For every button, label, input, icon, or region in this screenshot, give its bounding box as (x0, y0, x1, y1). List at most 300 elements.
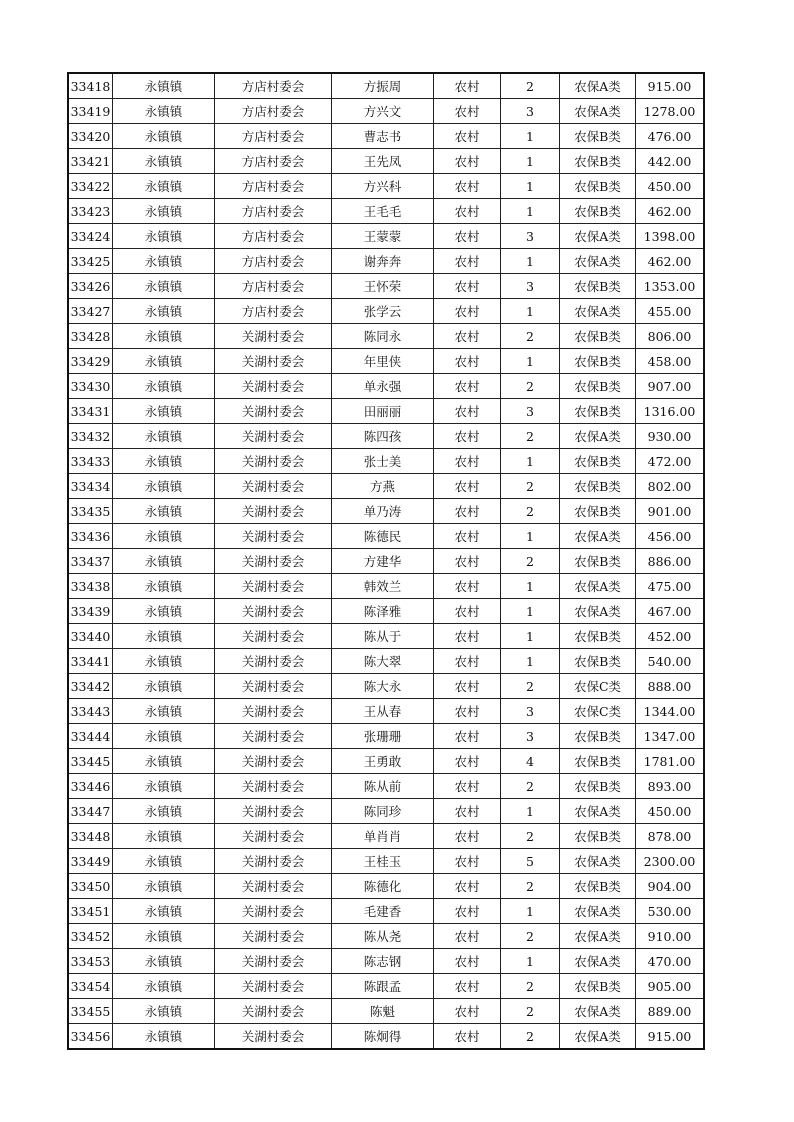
family-size-cell: 2 (501, 474, 560, 499)
id-cell: 33434 (68, 474, 113, 499)
household-type-cell: 农村 (434, 774, 501, 799)
insurance-category-cell: 农保C类 (560, 699, 636, 724)
id-cell: 33418 (68, 73, 113, 99)
town-cell: 永镇镇 (113, 724, 215, 749)
village-committee-cell: 方店村委会 (215, 174, 332, 199)
family-size-cell: 2 (501, 324, 560, 349)
insurance-category-cell: 农保B类 (560, 474, 636, 499)
amount-cell: 893.00 (636, 774, 705, 799)
name-cell: 谢奔奔 (332, 249, 434, 274)
village-committee-cell: 关湖村委会 (215, 699, 332, 724)
family-size-cell: 3 (501, 699, 560, 724)
village-committee-cell: 关湖村委会 (215, 874, 332, 899)
table-row (68, 699, 704, 724)
village-committee-cell: 关湖村委会 (215, 449, 332, 474)
insurance-category-cell: 农保B类 (560, 649, 636, 674)
table-row (68, 849, 704, 874)
town-cell: 永镇镇 (113, 374, 215, 399)
household-type-cell: 农村 (434, 474, 501, 499)
household-type-cell: 农村 (434, 524, 501, 549)
name-cell: 陈从前 (332, 774, 434, 799)
household-type-cell: 农村 (434, 699, 501, 724)
household-type-cell: 农村 (434, 1024, 501, 1050)
amount-cell: 915.00 (636, 73, 705, 99)
id-cell: 33446 (68, 774, 113, 799)
table-row (68, 524, 704, 549)
id-cell: 33427 (68, 299, 113, 324)
village-committee-cell: 方店村委会 (215, 73, 332, 99)
family-size-cell: 2 (501, 774, 560, 799)
town-cell: 永镇镇 (113, 924, 215, 949)
amount-cell: 458.00 (636, 349, 705, 374)
name-cell: 单肖肖 (332, 824, 434, 849)
household-type-cell: 农村 (434, 299, 501, 324)
table-row (68, 224, 704, 249)
table-row (68, 324, 704, 349)
village-committee-cell: 关湖村委会 (215, 349, 332, 374)
amount-cell: 1344.00 (636, 699, 705, 724)
table-row (68, 124, 704, 149)
table-row (68, 549, 704, 574)
household-type-cell: 农村 (434, 924, 501, 949)
village-committee-cell: 方店村委会 (215, 274, 332, 299)
amount-cell: 462.00 (636, 199, 705, 224)
town-cell: 永镇镇 (113, 549, 215, 574)
id-cell: 33443 (68, 699, 113, 724)
town-cell: 永镇镇 (113, 774, 215, 799)
id-cell: 33430 (68, 374, 113, 399)
id-cell: 33451 (68, 899, 113, 924)
village-committee-cell: 方店村委会 (215, 299, 332, 324)
name-cell: 张士美 (332, 449, 434, 474)
amount-cell: 888.00 (636, 674, 705, 699)
name-cell: 陈德民 (332, 524, 434, 549)
village-committee-cell: 关湖村委会 (215, 899, 332, 924)
table-row (68, 374, 704, 399)
table-row (68, 299, 704, 324)
family-size-cell: 2 (501, 549, 560, 574)
household-type-cell: 农村 (434, 249, 501, 274)
family-size-cell: 1 (501, 199, 560, 224)
insurance-category-cell: 农保B类 (560, 199, 636, 224)
table-row (68, 824, 704, 849)
village-committee-cell: 方店村委会 (215, 199, 332, 224)
family-size-cell: 2 (501, 674, 560, 699)
name-cell: 王毛毛 (332, 199, 434, 224)
household-type-cell: 农村 (434, 499, 501, 524)
name-cell: 陈志钢 (332, 949, 434, 974)
household-type-cell: 农村 (434, 799, 501, 824)
name-cell: 王勇敢 (332, 749, 434, 774)
town-cell: 永镇镇 (113, 624, 215, 649)
family-size-cell: 2 (501, 499, 560, 524)
village-committee-cell: 关湖村委会 (215, 549, 332, 574)
name-cell: 方兴文 (332, 99, 434, 124)
family-size-cell: 1 (501, 649, 560, 674)
insurance-category-cell: 农保B类 (560, 149, 636, 174)
town-cell: 永镇镇 (113, 149, 215, 174)
id-cell: 33448 (68, 824, 113, 849)
id-cell: 33436 (68, 524, 113, 549)
name-cell: 单乃涛 (332, 499, 434, 524)
family-size-cell: 2 (501, 874, 560, 899)
table-row (68, 424, 704, 449)
family-size-cell: 1 (501, 149, 560, 174)
id-cell: 33454 (68, 974, 113, 999)
town-cell: 永镇镇 (113, 99, 215, 124)
household-type-cell: 农村 (434, 349, 501, 374)
name-cell: 单永强 (332, 374, 434, 399)
amount-cell: 1398.00 (636, 224, 705, 249)
table-row (68, 874, 704, 899)
family-size-cell: 2 (501, 999, 560, 1024)
amount-cell: 2300.00 (636, 849, 705, 874)
amount-cell: 1781.00 (636, 749, 705, 774)
town-cell: 永镇镇 (113, 199, 215, 224)
table-row (68, 199, 704, 224)
amount-cell: 910.00 (636, 924, 705, 949)
table-row (68, 749, 704, 774)
insurance-category-cell: 农保A类 (560, 424, 636, 449)
amount-cell: 476.00 (636, 124, 705, 149)
insurance-category-cell: 农保B类 (560, 749, 636, 774)
insurance-category-cell: 农保B类 (560, 274, 636, 299)
family-size-cell: 1 (501, 949, 560, 974)
name-cell: 陈从于 (332, 624, 434, 649)
insurance-category-cell: 农保A类 (560, 924, 636, 949)
name-cell: 曹志书 (332, 124, 434, 149)
village-committee-cell: 关湖村委会 (215, 374, 332, 399)
id-cell: 33426 (68, 274, 113, 299)
table-row (68, 974, 704, 999)
insurance-category-cell: 农保B类 (560, 349, 636, 374)
family-size-cell: 2 (501, 1024, 560, 1050)
table-row (68, 724, 704, 749)
family-size-cell: 1 (501, 249, 560, 274)
household-type-cell: 农村 (434, 549, 501, 574)
insurance-category-cell: 农保B类 (560, 549, 636, 574)
village-committee-cell: 关湖村委会 (215, 499, 332, 524)
town-cell: 永镇镇 (113, 424, 215, 449)
insurance-category-cell: 农保A类 (560, 949, 636, 974)
village-committee-cell: 方店村委会 (215, 124, 332, 149)
id-cell: 33445 (68, 749, 113, 774)
table-row (68, 899, 704, 924)
insurance-category-cell: 农保A类 (560, 799, 636, 824)
id-cell: 33424 (68, 224, 113, 249)
table-row (68, 1024, 704, 1050)
family-size-cell: 3 (501, 99, 560, 124)
table-row (68, 274, 704, 299)
town-cell: 永镇镇 (113, 899, 215, 924)
insurance-category-cell: 农保B类 (560, 824, 636, 849)
household-type-cell: 农村 (434, 174, 501, 199)
family-size-cell: 2 (501, 824, 560, 849)
insurance-category-cell: 农保B类 (560, 174, 636, 199)
family-size-cell: 5 (501, 849, 560, 874)
household-type-cell: 农村 (434, 224, 501, 249)
household-type-cell: 农村 (434, 324, 501, 349)
town-cell: 永镇镇 (113, 399, 215, 424)
village-committee-cell: 关湖村委会 (215, 974, 332, 999)
household-type-cell: 农村 (434, 73, 501, 99)
id-cell: 33455 (68, 999, 113, 1024)
id-cell: 33431 (68, 399, 113, 424)
name-cell: 王桂玉 (332, 849, 434, 874)
name-cell: 陈跟孟 (332, 974, 434, 999)
household-type-cell: 农村 (434, 199, 501, 224)
family-size-cell: 4 (501, 749, 560, 774)
family-size-cell: 1 (501, 599, 560, 624)
insurance-category-cell: 农保A类 (560, 1024, 636, 1050)
amount-cell: 452.00 (636, 624, 705, 649)
town-cell: 永镇镇 (113, 674, 215, 699)
village-committee-cell: 关湖村委会 (215, 324, 332, 349)
village-committee-cell: 关湖村委会 (215, 724, 332, 749)
family-size-cell: 3 (501, 274, 560, 299)
village-committee-cell: 关湖村委会 (215, 824, 332, 849)
table-row (68, 949, 704, 974)
household-type-cell: 农村 (434, 374, 501, 399)
household-type-cell: 农村 (434, 624, 501, 649)
name-cell: 韩效兰 (332, 574, 434, 599)
household-type-cell: 农村 (434, 424, 501, 449)
household-type-cell: 农村 (434, 599, 501, 624)
village-committee-cell: 方店村委会 (215, 249, 332, 274)
name-cell: 张学云 (332, 299, 434, 324)
name-cell: 陈四孩 (332, 424, 434, 449)
id-cell: 33450 (68, 874, 113, 899)
name-cell: 毛建香 (332, 899, 434, 924)
family-size-cell: 2 (501, 424, 560, 449)
table-row (68, 674, 704, 699)
village-committee-cell: 关湖村委会 (215, 799, 332, 824)
amount-cell: 802.00 (636, 474, 705, 499)
id-cell: 33435 (68, 499, 113, 524)
household-type-cell: 农村 (434, 974, 501, 999)
family-size-cell: 3 (501, 399, 560, 424)
family-size-cell: 1 (501, 174, 560, 199)
household-type-cell: 农村 (434, 649, 501, 674)
insurance-category-cell: 农保B类 (560, 449, 636, 474)
amount-cell: 915.00 (636, 1024, 705, 1050)
family-size-cell: 2 (501, 73, 560, 99)
family-size-cell: 1 (501, 299, 560, 324)
table-row (68, 474, 704, 499)
village-committee-cell: 关湖村委会 (215, 399, 332, 424)
town-cell: 永镇镇 (113, 999, 215, 1024)
amount-cell: 1278.00 (636, 99, 705, 124)
insurance-category-cell: 农保B类 (560, 324, 636, 349)
id-cell: 33433 (68, 449, 113, 474)
id-cell: 33425 (68, 249, 113, 274)
table-row (68, 149, 704, 174)
family-size-cell: 1 (501, 449, 560, 474)
name-cell: 田丽丽 (332, 399, 434, 424)
insurance-category-cell: 农保A类 (560, 249, 636, 274)
name-cell: 陈泽雅 (332, 599, 434, 624)
name-cell: 陈同永 (332, 324, 434, 349)
table-row (68, 174, 704, 199)
household-type-cell: 农村 (434, 99, 501, 124)
id-cell: 33453 (68, 949, 113, 974)
id-cell: 33438 (68, 574, 113, 599)
table-row (68, 73, 704, 99)
insurance-category-cell: 农保B类 (560, 974, 636, 999)
town-cell: 永镇镇 (113, 799, 215, 824)
town-cell: 永镇镇 (113, 124, 215, 149)
name-cell: 陈炯得 (332, 1024, 434, 1050)
id-cell: 33423 (68, 199, 113, 224)
household-type-cell: 农村 (434, 949, 501, 974)
village-committee-cell: 关湖村委会 (215, 999, 332, 1024)
village-committee-cell: 关湖村委会 (215, 424, 332, 449)
household-type-cell: 农村 (434, 849, 501, 874)
village-committee-cell: 关湖村委会 (215, 649, 332, 674)
family-size-cell: 1 (501, 124, 560, 149)
amount-cell: 889.00 (636, 999, 705, 1024)
name-cell: 年里侠 (332, 349, 434, 374)
insurance-category-cell: 农保A类 (560, 849, 636, 874)
table-row (68, 349, 704, 374)
household-type-cell: 农村 (434, 899, 501, 924)
insurance-category-cell: 农保B类 (560, 624, 636, 649)
id-cell: 33440 (68, 624, 113, 649)
insurance-category-cell: 农保C类 (560, 674, 636, 699)
amount-cell: 1347.00 (636, 724, 705, 749)
amount-cell: 806.00 (636, 324, 705, 349)
village-committee-cell: 方店村委会 (215, 224, 332, 249)
amount-cell: 530.00 (636, 899, 705, 924)
name-cell: 陈同珍 (332, 799, 434, 824)
amount-cell: 1316.00 (636, 399, 705, 424)
town-cell: 永镇镇 (113, 499, 215, 524)
insurance-category-cell: 农保A类 (560, 899, 636, 924)
village-committee-cell: 关湖村委会 (215, 949, 332, 974)
village-committee-cell: 关湖村委会 (215, 849, 332, 874)
amount-cell: 455.00 (636, 299, 705, 324)
table-row (68, 774, 704, 799)
town-cell: 永镇镇 (113, 474, 215, 499)
table-row (68, 449, 704, 474)
village-committee-cell: 关湖村委会 (215, 924, 332, 949)
village-committee-cell: 方店村委会 (215, 99, 332, 124)
household-type-cell: 农村 (434, 824, 501, 849)
town-cell: 永镇镇 (113, 849, 215, 874)
family-size-cell: 1 (501, 574, 560, 599)
table-row (68, 999, 704, 1024)
household-type-cell: 农村 (434, 574, 501, 599)
id-cell: 33437 (68, 549, 113, 574)
name-cell: 陈大翠 (332, 649, 434, 674)
name-cell: 王先凤 (332, 149, 434, 174)
records-table-body (68, 73, 704, 1049)
insurance-category-cell: 农保A类 (560, 299, 636, 324)
town-cell: 永镇镇 (113, 324, 215, 349)
name-cell: 陈德化 (332, 874, 434, 899)
village-committee-cell: 关湖村委会 (215, 574, 332, 599)
amount-cell: 540.00 (636, 649, 705, 674)
household-type-cell: 农村 (434, 449, 501, 474)
town-cell: 永镇镇 (113, 599, 215, 624)
amount-cell: 878.00 (636, 824, 705, 849)
table-row (68, 624, 704, 649)
town-cell: 永镇镇 (113, 73, 215, 99)
name-cell: 方兴科 (332, 174, 434, 199)
insurance-category-cell: 农保B类 (560, 124, 636, 149)
insurance-category-cell: 农保B类 (560, 724, 636, 749)
family-size-cell: 1 (501, 799, 560, 824)
amount-cell: 907.00 (636, 374, 705, 399)
table-row (68, 574, 704, 599)
family-size-cell: 1 (501, 349, 560, 374)
insurance-category-cell: 农保A类 (560, 599, 636, 624)
household-type-cell: 农村 (434, 149, 501, 174)
table-row (68, 924, 704, 949)
family-size-cell: 1 (501, 524, 560, 549)
records-table (67, 72, 705, 1050)
id-cell: 33439 (68, 599, 113, 624)
town-cell: 永镇镇 (113, 524, 215, 549)
insurance-category-cell: 农保B类 (560, 374, 636, 399)
amount-cell: 886.00 (636, 549, 705, 574)
amount-cell: 472.00 (636, 449, 705, 474)
name-cell: 王怀荣 (332, 274, 434, 299)
id-cell: 33420 (68, 124, 113, 149)
household-type-cell: 农村 (434, 749, 501, 774)
town-cell: 永镇镇 (113, 649, 215, 674)
town-cell: 永镇镇 (113, 949, 215, 974)
amount-cell: 475.00 (636, 574, 705, 599)
id-cell: 33444 (68, 724, 113, 749)
amount-cell: 905.00 (636, 974, 705, 999)
town-cell: 永镇镇 (113, 824, 215, 849)
amount-cell: 470.00 (636, 949, 705, 974)
id-cell: 33429 (68, 349, 113, 374)
name-cell: 方振周 (332, 73, 434, 99)
town-cell: 永镇镇 (113, 224, 215, 249)
village-committee-cell: 关湖村委会 (215, 524, 332, 549)
id-cell: 33456 (68, 1024, 113, 1050)
family-size-cell: 1 (501, 899, 560, 924)
name-cell: 陈从尧 (332, 924, 434, 949)
id-cell: 33441 (68, 649, 113, 674)
family-size-cell: 2 (501, 374, 560, 399)
insurance-category-cell: 农保A类 (560, 224, 636, 249)
insurance-category-cell: 农保A类 (560, 574, 636, 599)
village-committee-cell: 关湖村委会 (215, 774, 332, 799)
name-cell: 方建华 (332, 549, 434, 574)
household-type-cell: 农村 (434, 674, 501, 699)
amount-cell: 1353.00 (636, 274, 705, 299)
family-size-cell: 3 (501, 724, 560, 749)
id-cell: 33447 (68, 799, 113, 824)
name-cell: 陈大永 (332, 674, 434, 699)
village-committee-cell: 关湖村委会 (215, 674, 332, 699)
village-committee-cell: 关湖村委会 (215, 749, 332, 774)
household-type-cell: 农村 (434, 874, 501, 899)
town-cell: 永镇镇 (113, 749, 215, 774)
town-cell: 永镇镇 (113, 299, 215, 324)
village-committee-cell: 关湖村委会 (215, 1024, 332, 1050)
id-cell: 33428 (68, 324, 113, 349)
town-cell: 永镇镇 (113, 249, 215, 274)
table-row (68, 249, 704, 274)
amount-cell: 442.00 (636, 149, 705, 174)
name-cell: 王从春 (332, 699, 434, 724)
village-committee-cell: 关湖村委会 (215, 474, 332, 499)
amount-cell: 930.00 (636, 424, 705, 449)
